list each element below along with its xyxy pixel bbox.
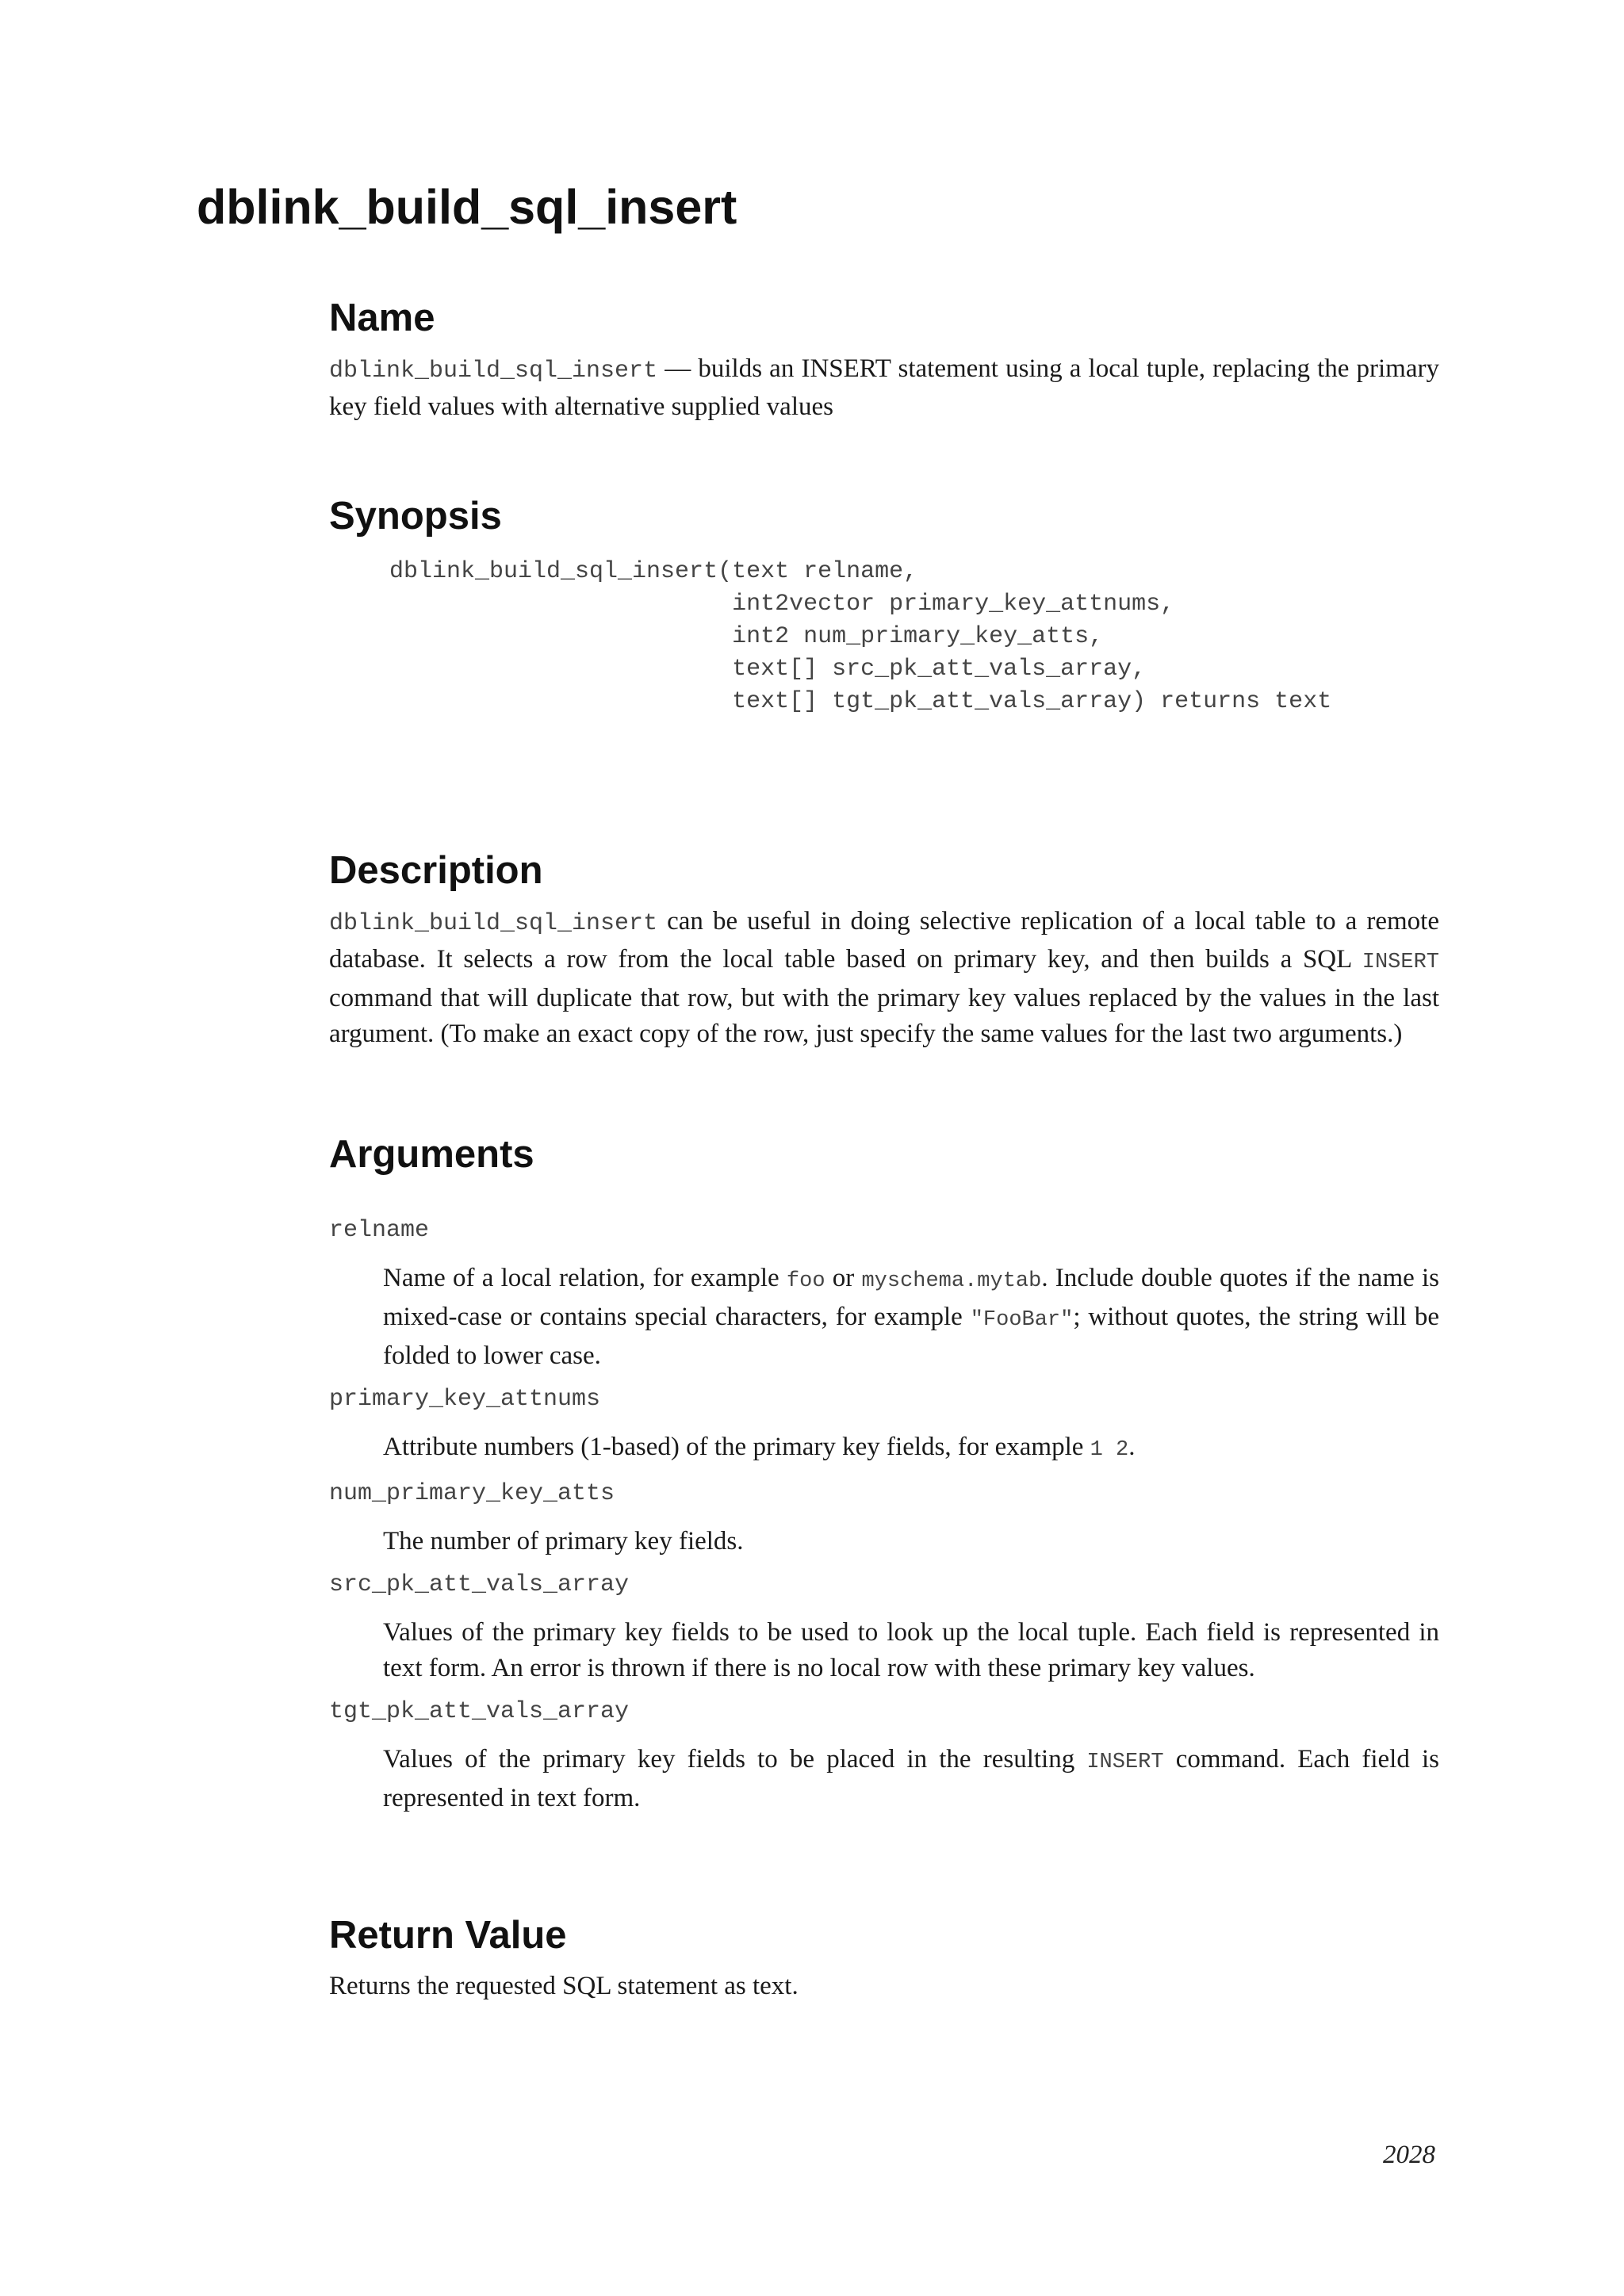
description-heading: Description — [329, 849, 543, 892]
arg-term-num-primary-key-atts: num_primary_key_atts — [329, 1479, 615, 1507]
description-paragraph: dblink_build_sql_insert can be useful in doing selective replication of a local table to a remote database. It selects a row from the local table based on primary key, and then builds a SQL INSERT command that will duplicate that row, but with the primary key values replaced by the values in the last argument. (To make an exact copy of the row, just specify the same values for the last two arguments.) — [329, 906, 1439, 1048]
description-function: dblink_build_sql_insert — [329, 909, 658, 937]
arg-desc-relname: Name of a local relation, for example foo or myschema.mytab. Include double quotes if the name is mixed-case or contains special characters, for example "FooBar"; without quotes, the string will be folded to lower case. — [383, 1263, 1439, 1370]
name-section — [329, 297, 1439, 425]
arg-desc-num-primary-key-atts: The number of primary key fields. — [383, 1526, 744, 1556]
arg-desc-primary-key-attnums: Attribute numbers (1-based) of the primary key fields, for example 1 2. — [383, 1432, 1136, 1462]
synopsis-heading: Synopsis — [329, 495, 502, 538]
return-value-text: Returns the requested SQL statement as text. — [329, 1971, 799, 2000]
name-summary: — builds an INSERT statement using a local tuple, replacing the primary key field values with alternative supplied values — [329, 354, 1439, 421]
name-description — [329, 351, 1439, 425]
arg-term-primary-key-attnums: primary_key_attnums — [329, 1385, 601, 1413]
name-function: dblink_build_sql_insert — [329, 357, 658, 385]
name-heading: Name — [329, 297, 435, 339]
arg-desc-tgt-pk-att-vals-array: Values of the primary key fields to be placed in the resulting INSERT command. Each field is represented in text form. — [383, 1744, 1439, 1812]
description-section — [329, 850, 1439, 1052]
synopsis-section — [329, 496, 1439, 718]
arg-term-relname: relname — [329, 1216, 430, 1244]
page-number: 2028 — [1383, 2141, 1435, 2169]
arguments-section — [329, 1134, 1439, 1816]
arg-desc-src-pk-att-vals-array: Values of the primary key fields to be used to look up the local tuple. Each field is represented in text form. An error is thrown if there is no local row with these primary key values. — [383, 1617, 1439, 1682]
arg-term-tgt-pk-att-vals-array: tgt_pk_att_vals_array — [329, 1697, 630, 1725]
synopsis-code: dblink_build_sql_insert(text relname, int2vector primary_key_attnums, int2 num_primary_key_atts, text[] src_pk_att_vals_array, text[] tgt_pk_att_vals_array) returns text — [389, 557, 1332, 715]
return-value-section — [329, 1915, 1439, 2004]
return-value-heading: Return Value — [329, 1914, 567, 1957]
arguments-heading: Arguments — [329, 1133, 534, 1176]
page-title: dblink_build_sql_insert — [197, 180, 737, 234]
arg-term-src-pk-att-vals-array: src_pk_att_vals_array — [329, 1571, 630, 1598]
insert-keyword: INSERT — [1362, 950, 1439, 974]
